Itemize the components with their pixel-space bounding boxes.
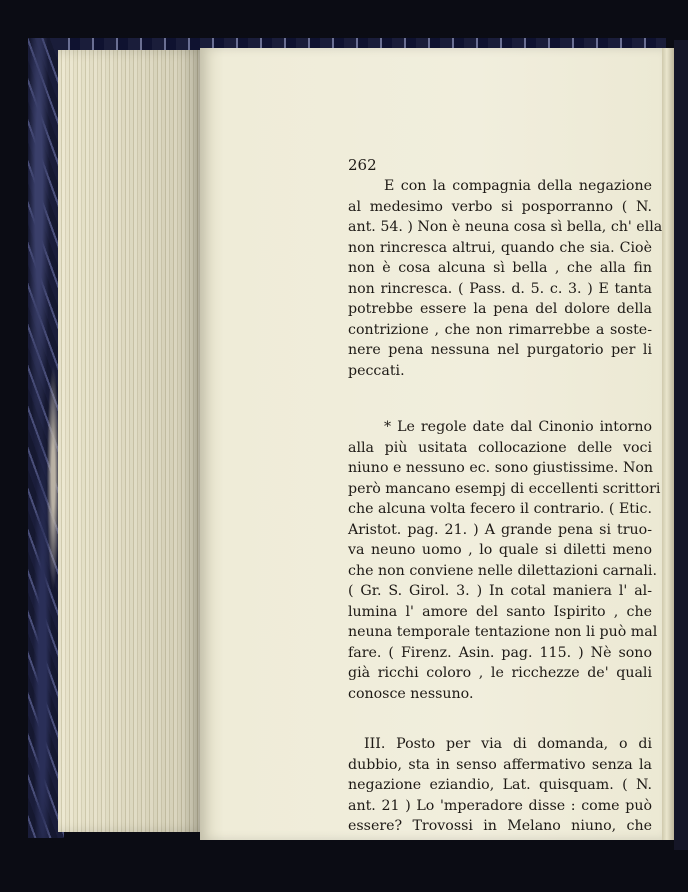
text-line: già ricchi coloro , le ricchezze de' quali — [348, 665, 652, 681]
text-line: * Le regole date dal Cinonio intorno — [384, 419, 652, 435]
text-line: va neuno uomo , lo quale si diletti meno — [348, 542, 652, 558]
page-edges — [58, 50, 208, 832]
text-line: non è cosa alcuna sì bella , che alla fin — [348, 260, 652, 276]
text-line: non rincresca altrui, quando che sia. Cioè — [348, 239, 652, 256]
text-line: Aristot. pag. 21. ) A grande pena si truo- — [348, 521, 652, 538]
text-line: conosce nessuno. — [348, 685, 474, 702]
text-line: potrebbe essere la pena del dolore della — [348, 301, 652, 317]
text-line: che alcuna volta fecero il contrario. ( Etic. — [348, 501, 652, 517]
text-line: che non conviene nelle dilettazioni carnali. — [348, 562, 657, 579]
paragraph-3 — [348, 734, 652, 837]
text-line: III. Posto per via di domanda, o di — [364, 736, 652, 752]
text-line: lumina l' amore del santo Ispirito , che — [348, 603, 652, 620]
text-line: al medesimo verbo si posporranno ( N. — [348, 198, 652, 215]
paragraph-1 — [348, 176, 663, 381]
page-number: 262 — [348, 156, 377, 174]
text-line: contrizione , che non rimarrebbe a soste- — [348, 321, 652, 338]
text-line: essere? Trovossi in Melano niuno, che — [348, 818, 652, 834]
right-cover — [674, 40, 688, 850]
text-line: ant. 21 ) Lo 'mperadore disse : come può — [348, 797, 652, 814]
text-line: però mancano esempj di eccellenti scrittori — [348, 480, 661, 497]
text-line: negazione eziandio, Lat. quisquam. ( N. — [348, 777, 652, 793]
text-line: non rincresca. ( Pass. d. 5. c. 3. ) E tanta — [348, 280, 652, 297]
text-line: nere pena nessuna nel purgatorio per li — [348, 342, 652, 358]
text-line: ant. 54. ) Non è neuna cosa sì bella, ch' ella — [348, 219, 663, 235]
text-line: E con la compagnia della negazione — [384, 178, 652, 194]
text-line: peccati. — [348, 362, 405, 379]
text-line: niuno e nessuno ec. sono giustissime. Non — [348, 460, 654, 476]
text-line: dubbio, sta in senso affermativo senza la — [348, 756, 652, 773]
right-page-edge — [662, 48, 674, 840]
text-line: neuna temporale tentazione non li può mal — [348, 624, 658, 640]
text-line: fare. ( Firenz. Asin. pag. 115. ) Nè sono — [348, 644, 652, 661]
text-line: alla più usitata collocazione delle voci — [348, 439, 652, 456]
paragraph-2 — [348, 417, 661, 704]
page-text — [348, 176, 663, 837]
text-line: ( Gr. S. Girol. 3. ) In cotal maniera l' al- — [348, 583, 652, 599]
